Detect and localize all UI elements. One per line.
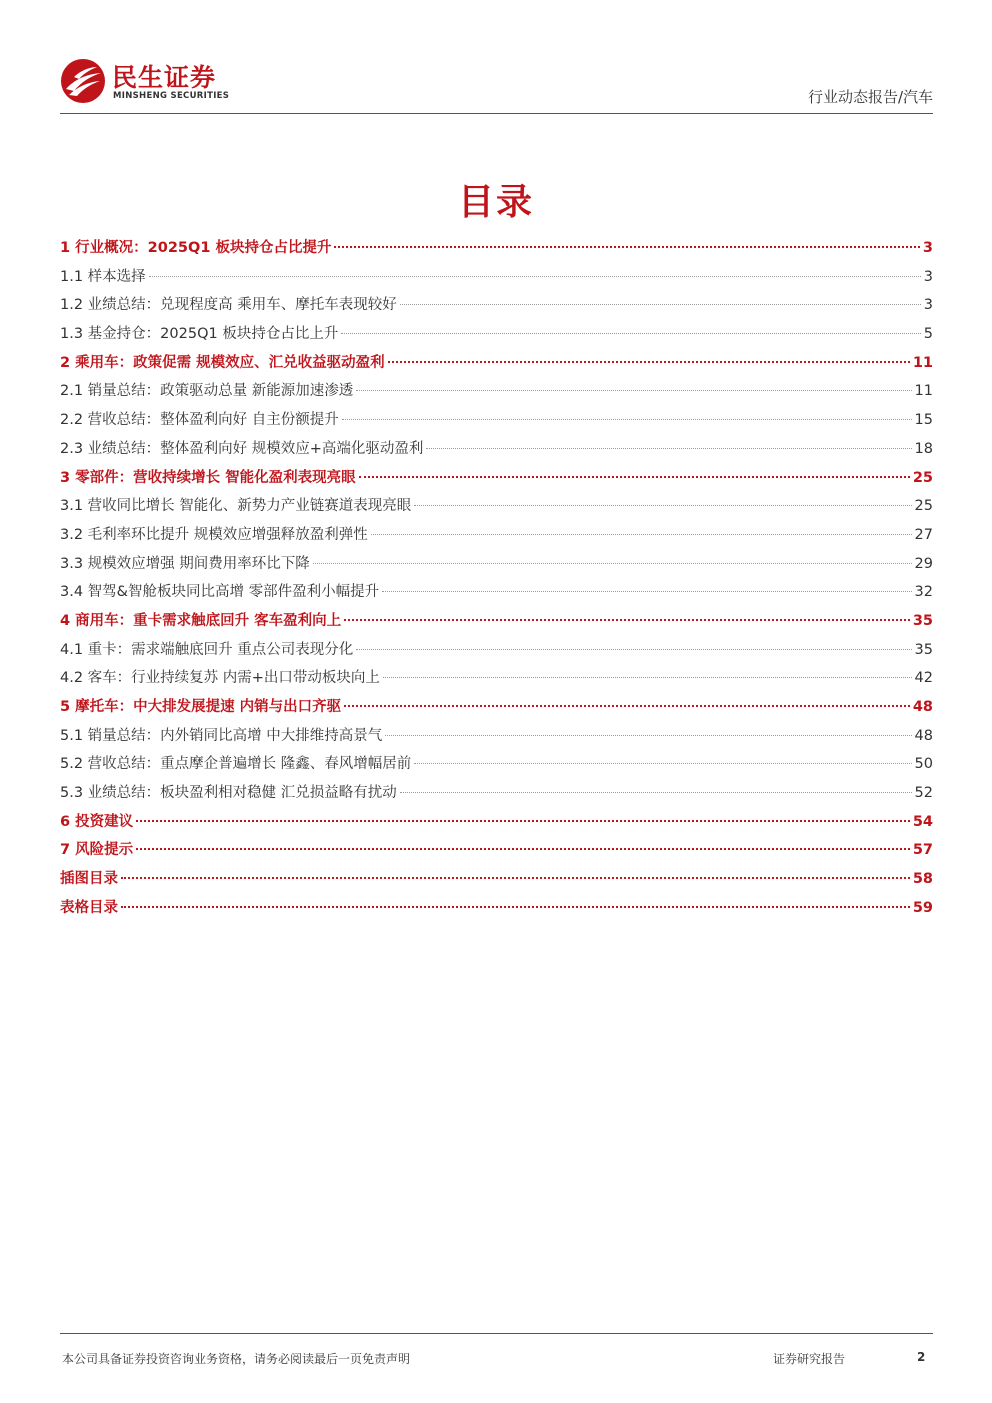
toc-section-entry[interactable] bbox=[60, 293, 933, 322]
toc-dot-leader bbox=[121, 906, 910, 908]
toc-section-entry[interactable] bbox=[60, 666, 933, 695]
toc-section-entry[interactable] bbox=[60, 724, 933, 753]
toc-entry-page-number: 3 bbox=[923, 297, 933, 314]
toc-dot-leader bbox=[136, 848, 910, 850]
toc-entry-page-number: 32 bbox=[914, 584, 933, 601]
toc-entry-page-number: 48 bbox=[912, 699, 933, 715]
toc-chapter-entry[interactable] bbox=[60, 838, 933, 867]
toc-entry-label: 插图目录 bbox=[60, 871, 118, 888]
footer-page-number: 2 bbox=[917, 1350, 926, 1364]
toc-entry-page-number: 11 bbox=[912, 354, 933, 371]
toc-entry-page-number: 54 bbox=[912, 813, 933, 830]
toc-entry-page-number: 35 bbox=[914, 641, 933, 658]
toc-dot-leader bbox=[414, 763, 911, 764]
toc-section-entry[interactable] bbox=[60, 379, 933, 408]
toc-chapter-entry[interactable] bbox=[60, 466, 933, 495]
toc-entry-label: 1.3 基金持仓：2025Q1 板块持仓占比上升 bbox=[60, 326, 339, 343]
page-header bbox=[60, 56, 933, 116]
logo-chinese-text: 民生证券 bbox=[112, 63, 217, 92]
toc-dot-leader bbox=[334, 246, 919, 248]
toc-entry-label: 2.3 业绩总结：整体盈利向好 规模效应+高端化驱动盈利 bbox=[60, 440, 424, 457]
toc-section-entry[interactable] bbox=[60, 580, 933, 609]
toc-section-entry[interactable] bbox=[60, 523, 933, 552]
toc-entry-label: 3.4 智驾&智舱板块同比高增 零部件盈利小幅提升 bbox=[60, 584, 380, 601]
footer-disclaimer: 本公司具备证券投资咨询业务资格，请务必阅读最后一页免责声明 bbox=[62, 1352, 411, 1366]
toc-dot-leader bbox=[382, 591, 911, 592]
toc-entry-page-number: 25 bbox=[914, 498, 933, 515]
toc-dot-leader bbox=[356, 649, 911, 650]
toc-entry-page-number: 25 bbox=[912, 469, 933, 486]
toc-entry-page-number: 52 bbox=[914, 785, 933, 802]
toc-entry-page-number: 3 bbox=[922, 240, 933, 256]
toc-dot-leader bbox=[121, 877, 910, 879]
toc-entry-page-number: 59 bbox=[912, 899, 933, 916]
toc-entry-page-number: 35 bbox=[912, 612, 933, 629]
toc-chapter-entry[interactable] bbox=[60, 810, 933, 839]
toc-chapter-entry[interactable] bbox=[60, 867, 933, 896]
toc-entry-page-number: 27 bbox=[914, 526, 933, 543]
toc-entry-page-number: 15 bbox=[914, 412, 933, 429]
toc-dot-leader bbox=[344, 619, 910, 621]
toc-entry-page-number: 18 bbox=[914, 440, 933, 457]
toc-entry-label: 表格目录 bbox=[60, 899, 118, 916]
toc-entry-label: 4 商用车：重卡需求触底回升 客车盈利向上 bbox=[60, 612, 342, 629]
toc-section-entry[interactable] bbox=[60, 322, 933, 351]
toc-entry-page-number: 5 bbox=[923, 326, 933, 343]
toc-dot-leader bbox=[359, 476, 910, 478]
toc-chapter-entry[interactable] bbox=[60, 236, 933, 265]
toc-entry-label: 4.2 客车：行业持续复苏 内需+出口带动板块向上 bbox=[60, 670, 380, 687]
toc-entry-label: 2.1 销量总结：政策驱动总量 新能源加速渗透 bbox=[60, 383, 354, 400]
minsheng-logo-icon bbox=[60, 58, 106, 104]
toc-entry-label: 7 风险提示 bbox=[60, 842, 134, 859]
toc-dot-leader bbox=[426, 448, 911, 449]
toc-entry-label: 3.2 毛利率环比提升 规模效应增强释放盈利弹性 bbox=[60, 526, 368, 543]
page-title: 目录 bbox=[457, 182, 534, 223]
toc-dot-leader bbox=[400, 304, 921, 305]
toc-dot-leader bbox=[371, 534, 912, 535]
toc-entry-label: 4.1 重卡：需求端触底回升 重点公司表现分化 bbox=[60, 641, 354, 658]
toc-entry-page-number: 42 bbox=[914, 670, 933, 687]
toc-dot-leader bbox=[341, 333, 920, 334]
toc-dot-leader bbox=[136, 820, 910, 822]
toc-dot-leader bbox=[400, 792, 912, 793]
toc-dot-leader bbox=[149, 276, 921, 277]
toc-dot-leader bbox=[342, 419, 912, 420]
toc-entry-page-number: 3 bbox=[923, 268, 933, 285]
toc-chapter-entry[interactable] bbox=[60, 351, 933, 380]
toc-entry-label: 1.2 业绩总结：兑现程度高 乘用车、摩托车表现较好 bbox=[60, 297, 397, 314]
toc-section-entry[interactable] bbox=[60, 408, 933, 437]
toc-entry-page-number: 29 bbox=[914, 555, 933, 572]
footer-divider bbox=[60, 1333, 933, 1334]
table-of-contents bbox=[60, 236, 933, 925]
toc-entry-page-number: 11 bbox=[914, 383, 933, 400]
toc-dot-leader bbox=[383, 677, 912, 678]
toc-chapter-entry[interactable] bbox=[60, 609, 933, 638]
toc-entry-label: 5.3 业绩总结：板块盈利相对稳健 汇兑损益略有扰动 bbox=[60, 785, 397, 802]
footer-doc-type: 证券研究报告 bbox=[773, 1352, 846, 1366]
report-type-label: 行业动态报告/汽车 bbox=[807, 88, 933, 106]
toc-dot-leader bbox=[313, 563, 912, 564]
toc-chapter-entry[interactable] bbox=[60, 896, 933, 925]
toc-entry-label: 5 摩托车：中大排发展提速 内销与出口齐驱 bbox=[60, 699, 342, 715]
toc-section-entry[interactable] bbox=[60, 265, 933, 294]
toc-section-entry[interactable] bbox=[60, 494, 933, 523]
toc-entry-label: 2 乘用车：政策促需 规模效应、汇兑收益驱动盈利 bbox=[60, 354, 385, 371]
toc-dot-leader bbox=[356, 390, 911, 391]
toc-section-entry[interactable] bbox=[60, 781, 933, 810]
header-divider bbox=[60, 113, 933, 114]
logo-english-text: MINSHENG SECURITIES bbox=[113, 91, 230, 101]
toc-entry-label: 3.1 营收同比增长 智能化、新势力产业链赛道表现亮眼 bbox=[60, 498, 412, 515]
toc-chapter-entry[interactable] bbox=[60, 695, 933, 724]
toc-entry-label: 6 投资建议 bbox=[60, 813, 134, 830]
toc-entry-label: 1 行业概况：2025Q1 板块持仓占比提升 bbox=[60, 240, 332, 256]
toc-dot-leader bbox=[388, 361, 910, 363]
toc-section-entry[interactable] bbox=[60, 437, 933, 466]
toc-entry-label: 1.1 样本选择 bbox=[60, 268, 146, 285]
toc-dot-leader bbox=[414, 505, 911, 506]
toc-dot-leader bbox=[385, 735, 911, 736]
toc-entry-page-number: 58 bbox=[912, 871, 933, 888]
toc-entry-label: 3 零部件：营收持续增长 智能化盈利表现亮眼 bbox=[60, 469, 356, 486]
toc-entry-page-number: 48 bbox=[914, 727, 933, 744]
toc-section-entry[interactable] bbox=[60, 752, 933, 781]
toc-entry-page-number: 57 bbox=[912, 842, 933, 859]
toc-dot-leader bbox=[344, 705, 910, 707]
toc-entry-page-number: 50 bbox=[914, 756, 933, 773]
toc-section-entry[interactable] bbox=[60, 638, 933, 667]
toc-entry-label: 5.2 营收总结：重点摩企普遍增长 隆鑫、春风增幅居前 bbox=[60, 756, 412, 773]
toc-section-entry[interactable] bbox=[60, 552, 933, 581]
toc-entry-label: 2.2 营收总结：整体盈利向好 自主份额提升 bbox=[60, 412, 339, 429]
toc-entry-label: 3.3 规模效应增强 期间费用率环比下降 bbox=[60, 555, 310, 572]
company-logo bbox=[60, 56, 250, 106]
toc-entry-label: 5.1 销量总结：内外销同比高增 中大排维持高景气 bbox=[60, 727, 383, 744]
